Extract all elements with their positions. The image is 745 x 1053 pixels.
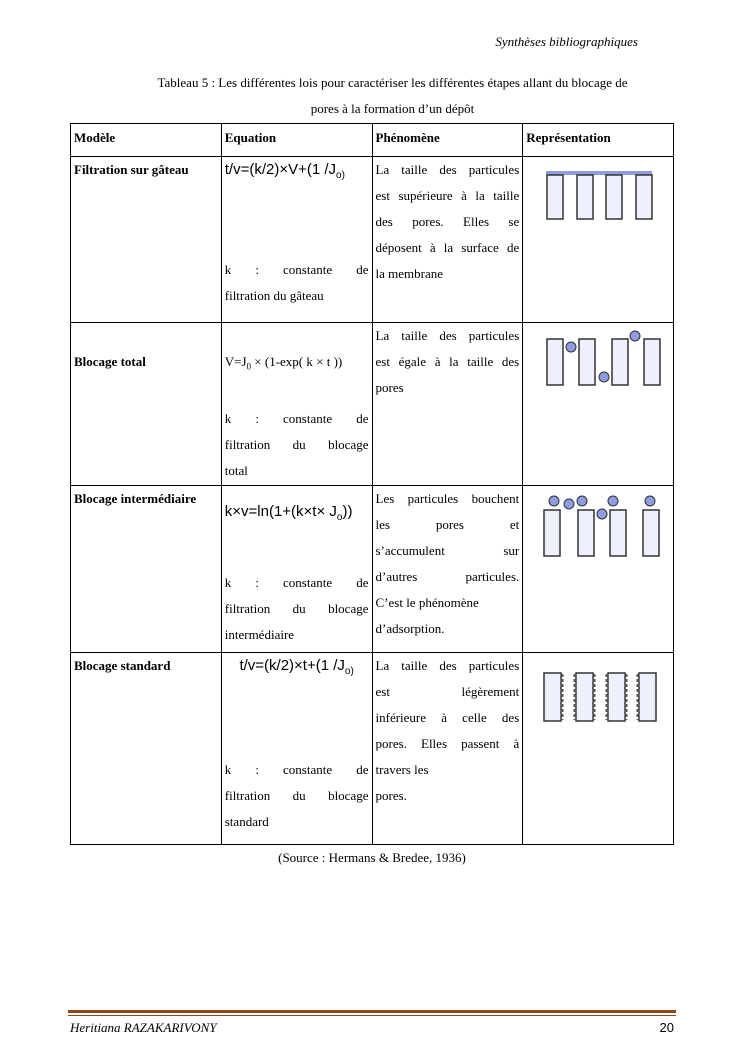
phenomenon-line: travers les xyxy=(375,762,429,777)
pore-wall xyxy=(636,175,652,219)
page-number: 20 xyxy=(659,1020,674,1035)
particle xyxy=(645,496,655,506)
phenomenon-line: La taille des particules xyxy=(375,328,520,343)
particle xyxy=(630,331,640,341)
pore-wall xyxy=(610,510,626,556)
pore-wall xyxy=(547,339,563,385)
caption-line-1: Tableau 5 : Les différentes lois pour caractériser les différentes étapes allant du blocage de xyxy=(157,75,628,90)
equation-note-line: filtration du blocage xyxy=(224,436,369,452)
phenomenon-line: est supérieure à la taille xyxy=(375,188,520,203)
footer-rule xyxy=(68,1015,676,1016)
pore-wall xyxy=(644,339,660,385)
phenomenon-line: La taille des particules xyxy=(375,162,520,177)
phenomenon-line: pores. Elles passent à xyxy=(375,736,520,751)
particle xyxy=(566,342,576,352)
table-row xyxy=(71,653,674,845)
pore-wall xyxy=(544,673,561,721)
intermediate-blocking-diagram xyxy=(526,486,676,566)
col-header-equation: Equation xyxy=(221,124,372,157)
running-header: Synthèses bibliographiques xyxy=(495,34,638,49)
equation-text: t/v=(k/2)×t+(1 $/J_{o)}$ xyxy=(239,657,354,677)
representation-cell xyxy=(523,323,674,486)
representation-cell xyxy=(523,157,674,323)
caption-line-2: pores à la formation d’un dépôt xyxy=(310,101,475,116)
phenomenon-line: pores. xyxy=(375,788,407,803)
representation-cell xyxy=(523,486,674,653)
phenomenon-cell xyxy=(372,653,523,845)
phenomenon-line: s’accumulent sur xyxy=(375,543,520,558)
phenomenon-line: Les particules bouchent xyxy=(375,491,520,506)
phenomenon-line: les pores et xyxy=(375,517,520,532)
equation-note-line: k : constante de xyxy=(224,575,369,590)
pore-wall xyxy=(576,673,593,721)
phenomenon-line: est égale à la taille des xyxy=(375,354,520,369)
phenomenon-cell xyxy=(372,157,523,323)
phenomenon-cell xyxy=(372,486,523,653)
particle xyxy=(608,496,618,506)
equation-cell xyxy=(221,486,372,653)
equation-cell xyxy=(221,653,372,845)
phenomenon-line: La taille des particules xyxy=(375,658,520,673)
equation-note-line: filtration du gâteau xyxy=(224,288,324,303)
equation-note-line: k : constante de xyxy=(224,410,369,426)
phenomenon-line: la membrane xyxy=(375,266,443,281)
table-row xyxy=(71,157,674,323)
pore-wall xyxy=(579,339,595,385)
table-source: (Source : Hermans & Bredee, 1936) xyxy=(278,850,466,865)
footer-rule xyxy=(68,1010,676,1013)
equation-text: $V=J_0 \times (1-\exp$( k × t )) xyxy=(224,354,343,372)
pore-wall xyxy=(544,510,560,556)
phenomenon-line: des pores. Elles se xyxy=(375,214,520,229)
phenomenon-line: déposent à la surface de xyxy=(375,240,520,255)
pore-wall xyxy=(606,175,622,219)
equation-note-line: k : constante de xyxy=(224,762,369,777)
particle xyxy=(577,496,587,506)
equation-cell xyxy=(221,157,372,323)
equation-note-line: standard xyxy=(224,814,269,829)
particle xyxy=(599,372,609,382)
phenomenon-line: inférieure à celle des xyxy=(375,710,520,725)
equation-note-line: k : constante de xyxy=(224,262,369,277)
pore-wall xyxy=(612,339,628,385)
col-header-model: Modèle xyxy=(71,124,222,157)
pore-wall xyxy=(639,673,656,721)
equation-text: $k\times v=\ln(1+(k\times t\times J_o))$ xyxy=(224,503,353,523)
pore-wall xyxy=(643,510,659,556)
pore-wall xyxy=(577,175,593,219)
table-row xyxy=(71,486,674,653)
cake-filtration-diagram xyxy=(526,157,676,237)
equation-note-line: total xyxy=(224,462,248,478)
footer-author: Heritiana RAZAKARIVONY xyxy=(70,1020,217,1035)
total-blocking-diagram xyxy=(526,323,676,403)
table-header-row xyxy=(71,124,674,157)
particle xyxy=(597,509,607,519)
particle xyxy=(564,499,574,509)
pore-wall xyxy=(547,175,563,219)
col-header-phenomenon: Phénomène xyxy=(372,124,523,157)
equation-note-line: filtration du blocage xyxy=(224,601,369,616)
equation-note-line: filtration du blocage xyxy=(224,788,369,803)
phenomenon-line: est légèrement xyxy=(375,684,520,699)
equation-cell xyxy=(221,323,372,486)
model-cell: Blocage total xyxy=(71,323,222,486)
table-row xyxy=(71,323,674,486)
equation-text: t/v=(k/2)×V+(1 $/J_{o)}$ xyxy=(224,161,345,181)
pore-wall xyxy=(578,510,594,556)
particle xyxy=(549,496,559,506)
phenomenon-line: C’est le phénomène xyxy=(375,595,479,610)
phenomenon-line: d’adsorption. xyxy=(375,621,445,636)
phenomenon-line: pores xyxy=(375,380,404,395)
model-cell: Blocage intermédiaire xyxy=(71,486,222,653)
standard-blocking-diagram xyxy=(526,653,676,733)
model-cell: Blocage standard xyxy=(71,653,222,845)
phenomenon-cell xyxy=(372,323,523,486)
laws-table xyxy=(70,123,674,845)
phenomenon-line: d’autres particules. xyxy=(375,569,520,584)
model-cell: Filtration sur gâteau xyxy=(71,157,222,323)
col-header-representation: Représentation xyxy=(523,124,674,157)
pore-wall xyxy=(608,673,625,721)
table-caption xyxy=(95,70,690,122)
representation-cell xyxy=(523,653,674,845)
equation-note-line: intermédiaire xyxy=(224,627,295,642)
